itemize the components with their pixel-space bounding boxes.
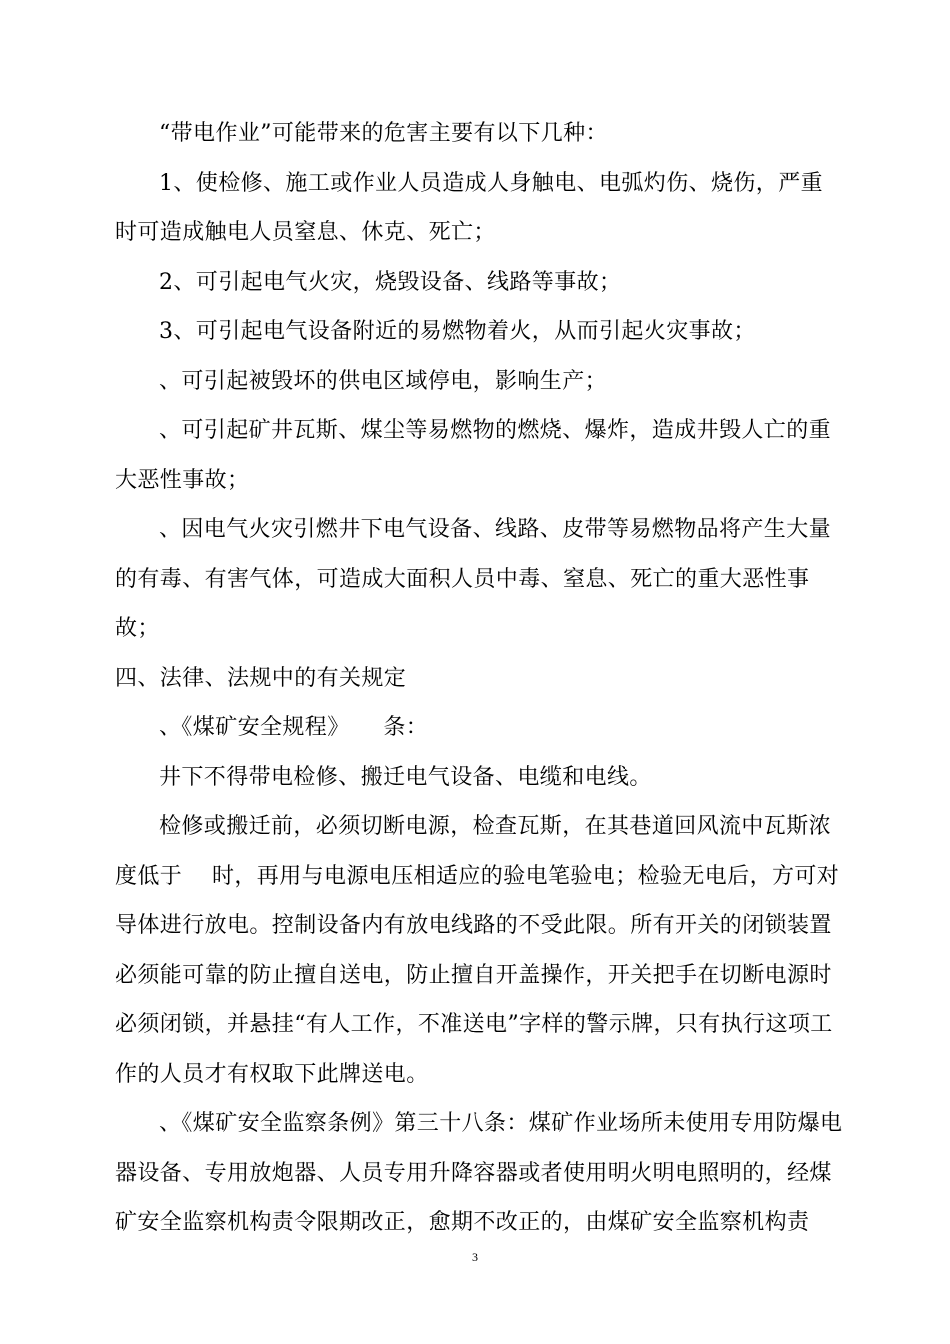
page-number: 3 <box>472 1250 478 1264</box>
paragraph-item-5: 、可引起矿井瓦斯、煤尘等易燃物的燃烧、爆炸，造成井毁人亡的重大恶性事故； <box>115 418 832 493</box>
paragraph-intro: “带电作业”可能带来的危害主要有以下几种： <box>159 121 608 146</box>
paragraph-item-3: 3、可引起电气设备附近的易燃物着火，从而引起火灾事故； <box>159 319 756 344</box>
paragraph-regulation-rule: 井下不得带电检修、搬迁电气设备、电缆和电线。 <box>159 764 652 790</box>
paragraph-supervision-article: 、《煤矿安全监察条例》第三十八条：煤矿作业场所未使用专用防爆电器设备、专用放炮器、人员专用升降容器或者使用明火明电照明的，经煤矿安全监察机构责令限期改正，愈期不改正的，由煤矿安全监察机构责 <box>115 1111 843 1235</box>
paragraph-regulation-detail: 检修或搬迁前，必须切断电源，检查瓦斯，在其巷道回风流中瓦斯浓度低于 时，再用与电源电压相适应的验电笔验电；检验无电后，方可对导体进行放电。控制设备内有放电线路的不受此限。所有开关的闭锁装置必须能可靠的防止擅自送电，防止擅自开盖操作，开关把手在切断电源时必须闭锁，并悬挂“有人工作，不准送电”字样的警示牌，只有执行这项工作的人员才有权取下此牌送电。 <box>115 814 840 1087</box>
paragraph-regulation-title: 、《煤矿安全规程》 条： <box>159 715 429 740</box>
document-body <box>115 109 845 1248</box>
paragraph-item-6: 、因电气火灾引燃井下电气设备、线路、皮带等易燃物品将产生大量的有毒、有害气体，可造成大面积人员中毒、窒息、死亡的重大恶性事故； <box>115 517 832 641</box>
paragraph-item-1: 1、使检修、施工或作业人员造成人身触电、电弧灼伤、烧伤，严重时可造成触电人员窒息、休克、死亡； <box>115 170 823 245</box>
paragraph-item-2: 2、可引起电气火灾，烧毁设备、线路等事故； <box>159 269 622 295</box>
section-heading: 四、法律、法规中的有关规定 <box>115 665 407 691</box>
paragraph-item-4: 、可引起被毁坏的供电区域停电，影响生产； <box>159 368 608 394</box>
